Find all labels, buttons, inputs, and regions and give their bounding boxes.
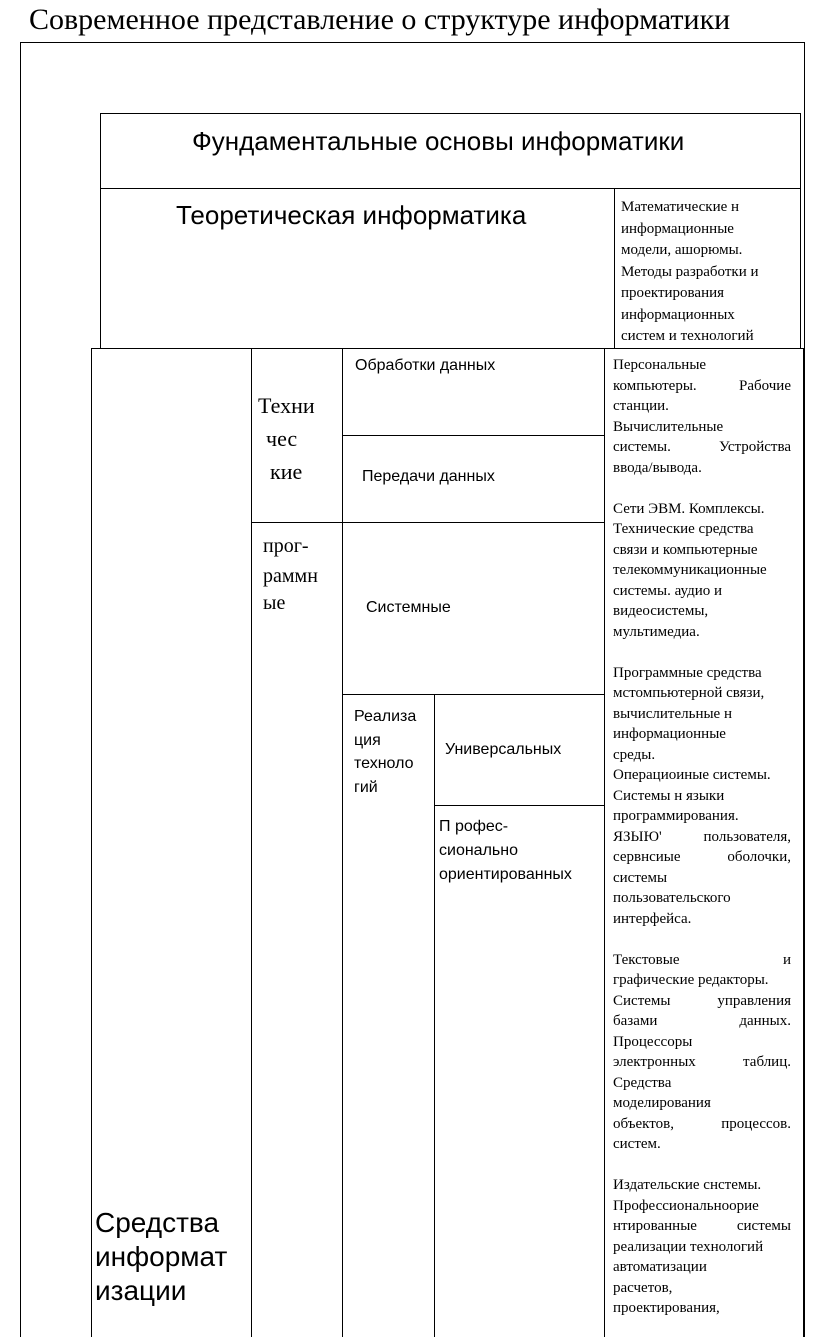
fundamental-divider xyxy=(100,188,801,189)
row-divider-processing xyxy=(342,435,604,436)
description-line xyxy=(613,1134,791,1155)
description-word: Устройства xyxy=(719,439,791,455)
description-line xyxy=(613,663,791,684)
description-word: Процессоры xyxy=(613,1033,693,1050)
technical-label-line: Техни xyxy=(258,393,315,418)
description-word: видеосистемы, xyxy=(613,603,709,619)
description-line xyxy=(613,847,791,868)
description-gap xyxy=(613,478,791,499)
col-divider-4 xyxy=(604,348,605,1337)
description-word: Системы xyxy=(613,992,671,1009)
description-line xyxy=(613,991,791,1012)
description-line xyxy=(613,765,791,786)
description-line xyxy=(613,355,791,376)
description-line xyxy=(613,1257,791,1278)
description-line xyxy=(613,1175,791,1196)
description-line xyxy=(613,827,791,848)
description-word: связи и компьютерные xyxy=(613,541,758,558)
data-processing: Обработки данных xyxy=(355,357,496,374)
theoretical-desc-line: модели, ашорюмы. xyxy=(621,242,743,258)
description-word: и xyxy=(782,951,791,968)
description-line xyxy=(613,888,791,909)
means-label-line: изации xyxy=(95,1275,187,1306)
theoretical-divider xyxy=(614,188,615,349)
description-word: нтированные xyxy=(613,1218,697,1234)
theoretical-desc-line: информационных xyxy=(621,306,735,323)
theoretical-desc-line: Математические н xyxy=(621,199,740,215)
description-line xyxy=(613,1073,791,1094)
description-word: расчетов, xyxy=(613,1279,673,1296)
description-word: системы. xyxy=(613,439,671,455)
description-line xyxy=(613,1196,791,1217)
description-word: автоматизации xyxy=(613,1259,707,1275)
description-word: реализации технологий xyxy=(613,1238,764,1255)
description-line xyxy=(613,704,791,725)
description-line xyxy=(613,581,791,602)
description-word: пользователя, xyxy=(703,828,791,845)
description-word: Программные средства xyxy=(613,664,762,681)
description-line xyxy=(613,499,791,520)
software-label-line: ые xyxy=(263,592,286,614)
description-word: информационные xyxy=(613,726,726,742)
professional xyxy=(439,815,572,887)
description-line xyxy=(613,396,791,417)
row-divider-technical xyxy=(251,522,604,523)
description-word: ввода/вывода. xyxy=(613,459,702,476)
description-line xyxy=(613,786,791,807)
software-label xyxy=(263,530,318,620)
description-line xyxy=(613,1237,791,1258)
description-word: моделирования xyxy=(613,1095,711,1111)
description-line xyxy=(613,806,791,827)
description-word: среды. xyxy=(613,746,656,763)
description-line xyxy=(613,868,791,889)
description-word: компьютеры. xyxy=(613,377,697,394)
description-line xyxy=(613,1032,791,1053)
description-word: базами xyxy=(613,1013,658,1029)
description-line xyxy=(613,970,791,991)
description-line xyxy=(613,683,791,704)
professional-line: П рофес- xyxy=(439,818,509,835)
description-line xyxy=(613,1114,791,1135)
description-line xyxy=(613,437,791,458)
description-gap xyxy=(613,642,791,663)
description-gap xyxy=(613,929,791,950)
description-word: таблиц. xyxy=(743,1054,791,1070)
description-word: пользовательского xyxy=(613,890,731,906)
description-line xyxy=(613,1278,791,1299)
description-word: Издательские снстемы. xyxy=(613,1177,762,1193)
description-word: графические редакторы. xyxy=(613,972,769,988)
software-label-line: раммн xyxy=(263,565,318,587)
description-line xyxy=(613,1011,791,1032)
description-line xyxy=(613,376,791,397)
theoretical-desc-line: информационные xyxy=(621,220,734,237)
description-word: вычислительные н xyxy=(613,705,732,722)
description-gap xyxy=(613,1155,791,1176)
description-word: оболочки, xyxy=(727,849,791,865)
description-word: Сети ЭВМ. Комплексы. xyxy=(613,500,765,517)
description-word: мстомпьютерной связи, xyxy=(613,685,765,701)
description-word: Технические средства xyxy=(613,521,754,537)
technical-label-line: чес xyxy=(266,426,298,451)
data-transfer: Передачи данных xyxy=(362,468,495,485)
professional-line: сионально xyxy=(439,842,518,859)
tech-realization xyxy=(354,705,416,799)
description-word: объектов, xyxy=(613,1115,674,1132)
description-word: системы. аудио и xyxy=(613,582,723,599)
description-line xyxy=(613,417,791,438)
description-word: мультимедиа. xyxy=(613,623,700,640)
description-line xyxy=(613,601,791,622)
tech-realization-line: техноло xyxy=(354,755,414,772)
col-divider-1 xyxy=(251,348,252,1337)
system-software: Системные xyxy=(366,599,451,616)
description-line xyxy=(613,1093,791,1114)
tech-realization-line: ция xyxy=(354,731,381,749)
description-line xyxy=(613,622,791,643)
description-word: системы xyxy=(613,869,668,886)
tech-realization-line: Реализа xyxy=(354,708,417,725)
means-description xyxy=(613,355,791,1319)
row-divider-system xyxy=(342,694,604,695)
means-label xyxy=(95,1206,227,1308)
description-word: процессов. xyxy=(721,1115,791,1132)
description-line xyxy=(613,1052,791,1073)
description-word: Рабочие xyxy=(739,377,791,394)
technical-label-line: кие xyxy=(270,459,303,484)
description-line xyxy=(613,540,791,561)
theoretical-desc-line: Методы разработки и xyxy=(621,263,759,280)
software-label-line: прог- xyxy=(263,535,309,557)
description-word: ЯЗЫЮ' xyxy=(613,828,662,845)
description-line xyxy=(613,458,791,479)
description-word: телекоммуникационные xyxy=(613,562,767,578)
description-word: Вычислительные xyxy=(613,418,724,435)
row-divider-universal xyxy=(434,805,604,806)
description-line xyxy=(613,909,791,930)
theoretical-desc-line: систем и технологий xyxy=(621,328,754,344)
description-word: системы xyxy=(736,1218,791,1234)
description-word: электронных xyxy=(613,1054,696,1070)
description-word: систем. xyxy=(613,1136,661,1152)
means-label-line: Средства xyxy=(95,1207,220,1238)
universal: Универсальных xyxy=(445,741,562,758)
description-line xyxy=(613,724,791,745)
technical-label xyxy=(258,389,315,488)
description-word: проектирования, xyxy=(613,1300,720,1316)
page-title: Современное представление о структуре информатики xyxy=(29,3,731,36)
description-line xyxy=(613,560,791,581)
description-word: Системы н языки xyxy=(613,787,725,804)
fundamental-heading: Фундаментальные основы информатики xyxy=(192,126,685,156)
col-divider-3 xyxy=(434,695,435,1337)
theoretical-desc-line: проектирования xyxy=(621,285,725,301)
description-word: Операциоиные системы. xyxy=(613,767,771,783)
col-divider-2 xyxy=(342,348,343,1337)
description-word: Профессиональноорие xyxy=(613,1197,759,1214)
description-word: станции. xyxy=(613,398,669,414)
description-line xyxy=(613,1216,791,1237)
description-word: сервнсиые xyxy=(613,849,681,865)
description-word: программирования. xyxy=(613,808,739,824)
description-line xyxy=(613,950,791,971)
tech-realization-line: гий xyxy=(354,778,378,796)
theoretical-description xyxy=(621,197,797,348)
description-word: Текстовые xyxy=(613,951,680,968)
description-word: данных. xyxy=(739,1013,791,1029)
description-word: Средства xyxy=(613,1074,672,1091)
professional-line: ориентированных xyxy=(439,866,572,883)
description-line xyxy=(613,519,791,540)
means-label-line: информат xyxy=(95,1241,228,1272)
description-line xyxy=(613,745,791,766)
description-word: Персональные xyxy=(613,357,707,373)
description-word: управления xyxy=(717,992,791,1009)
theoretical-informatics: Теоретическая информатика xyxy=(176,200,527,230)
description-line xyxy=(613,1298,791,1319)
description-word: интерфейса. xyxy=(613,910,692,927)
